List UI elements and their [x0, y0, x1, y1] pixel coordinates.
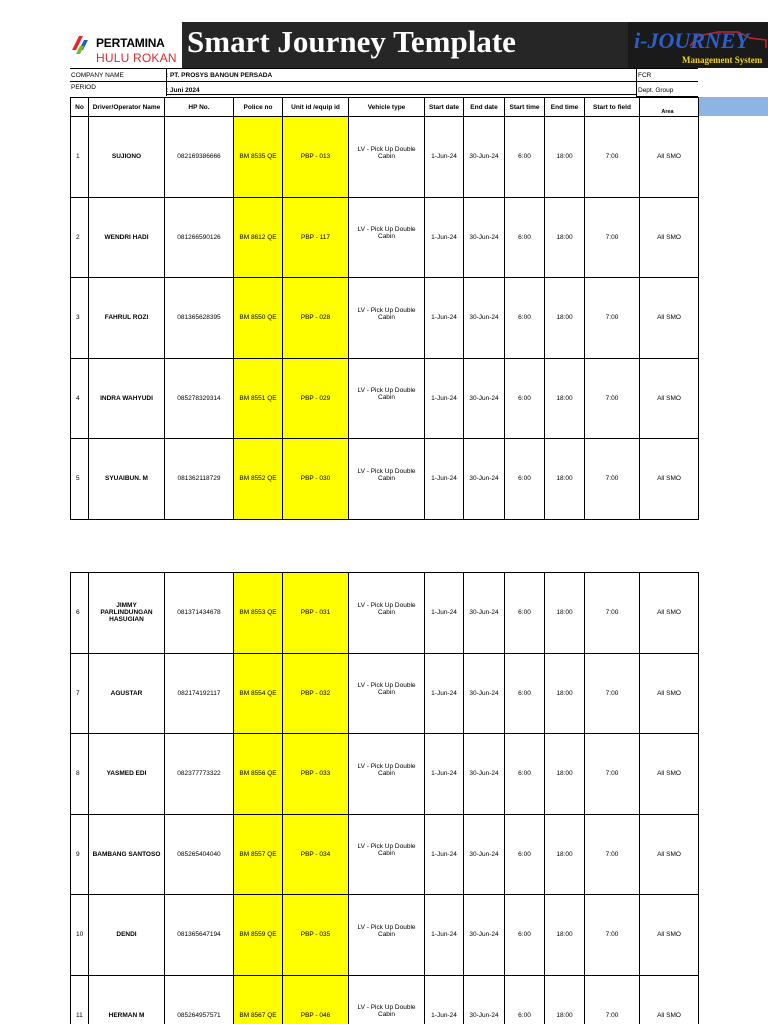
vehicle-type-text: LV - Pick Up Double Cabin	[357, 145, 416, 160]
vehicle-type-text: LV - Pick Up Double Cabin	[357, 762, 416, 777]
cell-end-date: 30-Jun-24	[464, 734, 505, 815]
cell-police-no: BM 8559 QE	[234, 895, 283, 976]
cell-start-time: 6:00	[505, 117, 545, 198]
journey-table-1	[70, 97, 699, 520]
cell-vehicle-type	[349, 278, 425, 359]
cell-hp-no: 081365647194	[165, 895, 234, 976]
cell-end-date: 30-Jun-24	[464, 895, 505, 976]
cell-driver-name: JIMMY PARLINDUNGAN HASUGIAN	[89, 573, 165, 654]
company-label: COMPANY NAME	[71, 72, 124, 79]
logo-line2: HULU ROKAN	[96, 51, 177, 65]
table-row	[71, 975, 699, 1024]
cell-start-time: 6:00	[505, 439, 545, 520]
cell-driver-name: SUJIONO	[89, 117, 165, 198]
cell-unit-id: PBP - 035	[283, 895, 349, 976]
cell-start-field: 7:00	[585, 573, 640, 654]
journey-table-2	[70, 572, 699, 1024]
cell-start-field: 7:00	[585, 439, 640, 520]
cell-driver-name: INDRA WAHYUDI	[89, 358, 165, 439]
company-value: : PT. PROSYS BANGUN PERSADA	[166, 72, 273, 79]
cell-driver-name: FAHRUL ROZI	[89, 278, 165, 359]
cell-no: 3	[71, 278, 89, 359]
cell-start-time: 6:00	[505, 573, 545, 654]
page-title: Smart Journey Template	[187, 24, 516, 59]
col-end-date: End date	[464, 98, 505, 117]
cell-unit-id: PBP - 013	[283, 117, 349, 198]
cell-start-time: 6:00	[505, 975, 545, 1024]
header-strip	[696, 97, 768, 116]
cell-hp-no: 081365628395	[165, 278, 234, 359]
cell-end-time: 18:00	[545, 197, 585, 278]
table-row	[71, 117, 699, 198]
cell-no: 1	[71, 117, 89, 198]
pertamina-logo	[70, 26, 182, 70]
cell-no: 7	[71, 653, 89, 734]
cell-start-field: 7:00	[585, 653, 640, 734]
cell-vehicle-type	[349, 117, 425, 198]
cell-start-field: 7:00	[585, 734, 640, 815]
cell-start-time: 6:00	[505, 653, 545, 734]
cell-driver-name: YASMED EDI	[89, 734, 165, 815]
cell-start-field: 7:00	[585, 814, 640, 895]
cell-start-date: 1-Jun-24	[425, 895, 464, 976]
cell-end-time: 18:00	[545, 814, 585, 895]
table-row	[71, 734, 699, 815]
vehicle-type-text: LV - Pick Up Double Cabin	[357, 843, 416, 858]
cell-driver-name: HERMAN M	[89, 975, 165, 1024]
cell-start-field: 7:00	[585, 197, 640, 278]
col-driver: Driver/Operator Name	[89, 98, 165, 117]
cell-start-time: 6:00	[505, 358, 545, 439]
vehicle-type-text: LV - Pick Up Double Cabin	[357, 923, 416, 938]
cell-unit-id: PBP - 034	[283, 814, 349, 895]
cell-start-time: 6:00	[505, 895, 545, 976]
cell-end-date: 30-Jun-24	[464, 197, 505, 278]
cell-start-field: 7:00	[585, 278, 640, 359]
cell-area: All SMO	[640, 439, 699, 520]
cell-area: All SMO	[640, 895, 699, 976]
vehicle-type-text: LV - Pick Up Double Cabin	[357, 601, 416, 616]
title-banner	[182, 22, 628, 68]
vehicle-type-text: LV - Pick Up Double Cabin	[357, 226, 416, 241]
cell-unit-id: PBP - 028	[283, 278, 349, 359]
cell-start-date: 1-Jun-24	[425, 278, 464, 359]
col-start-date: Start date	[425, 98, 464, 117]
cell-hp-no: 085278329314	[165, 358, 234, 439]
fcr-label: FCR	[638, 72, 652, 79]
cell-unit-id: PBP - 032	[283, 653, 349, 734]
cell-hp-no: 085265404040	[165, 814, 234, 895]
cell-unit-id: PBP - 029	[283, 358, 349, 439]
table-row	[71, 573, 699, 654]
cell-hp-no: 081266590126	[165, 197, 234, 278]
table-row	[71, 814, 699, 895]
cell-police-no: BM 8552 QE	[234, 439, 283, 520]
vehicle-type-text: LV - Pick Up Double Cabin	[357, 387, 416, 402]
cell-end-date: 30-Jun-24	[464, 814, 505, 895]
cell-police-no: BM 8550 QE	[234, 278, 283, 359]
cell-hp-no: 082377773322	[165, 734, 234, 815]
cell-end-time: 18:00	[545, 358, 585, 439]
cell-driver-name: WENDRI HADI	[89, 197, 165, 278]
cell-end-time: 18:00	[545, 278, 585, 359]
cell-start-date: 1-Jun-24	[425, 117, 464, 198]
cell-police-no: BM 8535 QE	[234, 117, 283, 198]
cell-hp-no: 081371434678	[165, 573, 234, 654]
cell-driver-name: DENDI	[89, 895, 165, 976]
cell-end-time: 18:00	[545, 975, 585, 1024]
cell-area: All SMO	[640, 734, 699, 815]
cell-end-time: 18:00	[545, 117, 585, 198]
cell-start-time: 6:00	[505, 278, 545, 359]
cell-area: All SMO	[640, 653, 699, 734]
dept-label: Dept. Group	[638, 87, 674, 94]
cell-no: 5	[71, 439, 89, 520]
cell-end-date: 30-Jun-24	[464, 117, 505, 198]
col-start-field: Start to field	[585, 98, 640, 117]
cell-start-field: 7:00	[585, 117, 640, 198]
cell-end-date: 30-Jun-24	[464, 975, 505, 1024]
cell-no: 10	[71, 895, 89, 976]
vehicle-type-text: LV - Pick Up Double Cabin	[357, 1004, 416, 1019]
col-police: Police no	[234, 98, 283, 117]
cell-no: 8	[71, 734, 89, 815]
cell-police-no: BM 8551 QE	[234, 358, 283, 439]
period-label: PERIOD	[71, 84, 96, 91]
cell-end-time: 18:00	[545, 573, 585, 654]
cell-unit-id: PBP - 030	[283, 439, 349, 520]
cell-end-time: 18:00	[545, 653, 585, 734]
cell-start-date: 1-Jun-24	[425, 975, 464, 1024]
cell-hp-no: 082169386666	[165, 117, 234, 198]
table-header-row	[71, 98, 699, 117]
cell-police-no: BM 8567 QE	[234, 975, 283, 1024]
cell-end-time: 18:00	[545, 734, 585, 815]
cell-start-date: 1-Jun-24	[425, 653, 464, 734]
cell-vehicle-type	[349, 653, 425, 734]
cell-vehicle-type	[349, 358, 425, 439]
cell-area: All SMO	[640, 117, 699, 198]
period-value: : Juni 2024	[166, 87, 200, 94]
cell-unit-id: PBP - 117	[283, 197, 349, 278]
cell-start-date: 1-Jun-24	[425, 734, 464, 815]
cell-start-date: 1-Jun-24	[425, 439, 464, 520]
cell-start-date: 1-Jun-24	[425, 358, 464, 439]
logo-line1: PERTAMINA	[96, 36, 165, 50]
vehicle-type-text: LV - Pick Up Double Cabin	[357, 467, 416, 482]
cell-vehicle-type	[349, 975, 425, 1024]
cell-end-date: 30-Jun-24	[464, 653, 505, 734]
col-vehicle: Vehicle type	[349, 98, 425, 117]
cell-area: All SMO	[640, 975, 699, 1024]
brand-subtitle: Management System	[682, 55, 763, 65]
cell-driver-name: SYUAIBUN. M	[89, 439, 165, 520]
vehicle-type-text: LV - Pick Up Double Cabin	[357, 682, 416, 697]
cell-police-no: BM 8553 QE	[234, 573, 283, 654]
cell-vehicle-type	[349, 895, 425, 976]
cell-end-date: 30-Jun-24	[464, 573, 505, 654]
pertamina-emblem-icon	[70, 32, 94, 56]
table-row	[71, 278, 699, 359]
cell-area: All SMO	[640, 278, 699, 359]
cell-unit-id: PBP - 033	[283, 734, 349, 815]
cell-start-date: 1-Jun-24	[425, 197, 464, 278]
cell-vehicle-type	[349, 439, 425, 520]
cell-no: 11	[71, 975, 89, 1024]
cell-no: 2	[71, 197, 89, 278]
cell-start-field: 7:00	[585, 975, 640, 1024]
cell-unit-id: PBP - 031	[283, 573, 349, 654]
area-label: Area	[661, 109, 674, 115]
cell-start-date: 1-Jun-24	[425, 814, 464, 895]
col-start-time: Start time	[505, 98, 545, 117]
table-row	[71, 653, 699, 734]
cell-end-time: 18:00	[545, 895, 585, 976]
cell-area: All SMO	[640, 573, 699, 654]
cell-vehicle-type	[349, 197, 425, 278]
cell-vehicle-type	[349, 573, 425, 654]
cell-hp-no: 082174192117	[165, 653, 234, 734]
cell-no: 4	[71, 358, 89, 439]
cell-vehicle-type	[349, 734, 425, 815]
cell-area: All SMO	[640, 197, 699, 278]
cell-unit-id: PBP - 046	[283, 975, 349, 1024]
cell-start-time: 6:00	[505, 814, 545, 895]
cell-start-field: 7:00	[585, 358, 640, 439]
cell-area: All SMO	[640, 358, 699, 439]
cell-police-no: BM 8554 QE	[234, 653, 283, 734]
col-end-time: End time	[545, 98, 585, 117]
cell-area: All SMO	[640, 814, 699, 895]
cell-end-date: 30-Jun-24	[464, 358, 505, 439]
cell-police-no: BM 8557 QE	[234, 814, 283, 895]
cell-end-time: 18:00	[545, 439, 585, 520]
cell-vehicle-type	[349, 814, 425, 895]
table-row	[71, 358, 699, 439]
table-row	[71, 439, 699, 520]
cell-police-no: BM 8556 QE	[234, 734, 283, 815]
col-no: No	[71, 98, 89, 117]
brand-logo-text: i-JOURNEY	[634, 28, 749, 53]
cell-driver-name: AGUSTAR	[89, 653, 165, 734]
cell-start-date: 1-Jun-24	[425, 573, 464, 654]
vehicle-type-text: LV - Pick Up Double Cabin	[357, 306, 416, 321]
table-row	[71, 197, 699, 278]
cell-police-no: BM 8612 QE	[234, 197, 283, 278]
cell-hp-no: 085264957571	[165, 975, 234, 1024]
cell-start-time: 6:00	[505, 197, 545, 278]
cell-hp-no: 081362118729	[165, 439, 234, 520]
cell-no: 6	[71, 573, 89, 654]
cell-start-field: 7:00	[585, 895, 640, 976]
col-hp: HP No.	[165, 98, 234, 117]
col-unit: Unit id /equip id	[283, 98, 349, 117]
cell-start-time: 6:00	[505, 734, 545, 815]
cell-no: 9	[71, 814, 89, 895]
cell-driver-name: BAMBANG SANTOSO	[89, 814, 165, 895]
cell-end-date: 30-Jun-24	[464, 439, 505, 520]
cell-end-date: 30-Jun-24	[464, 278, 505, 359]
table-row	[71, 895, 699, 976]
ijourney-logo	[628, 22, 768, 68]
